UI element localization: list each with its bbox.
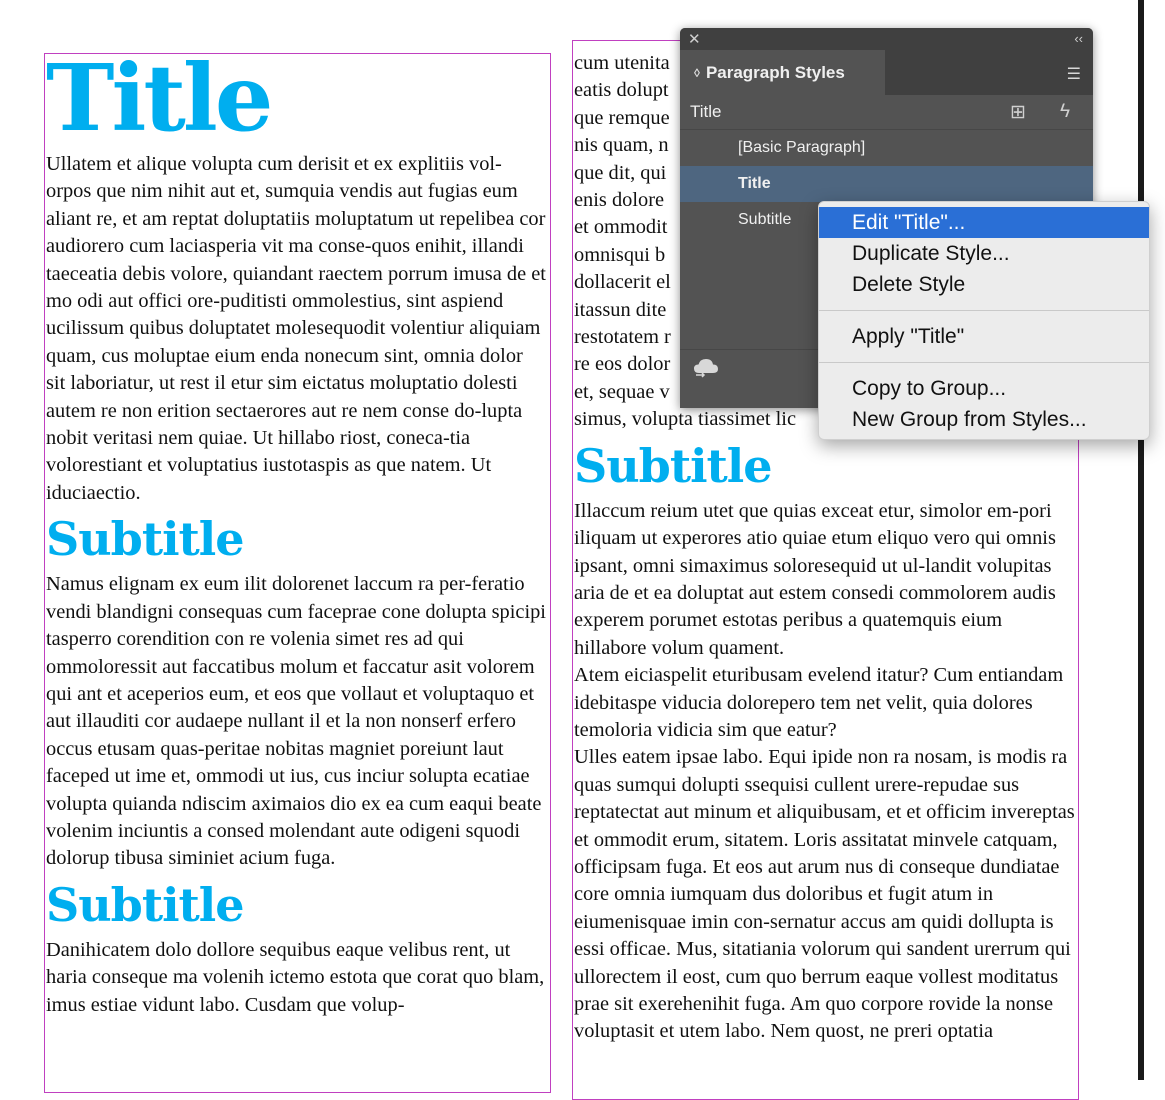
menu-separator — [819, 362, 1149, 363]
body-line[interactable]: et, sequae v — [574, 380, 670, 403]
body-line[interactable]: re eos dolor — [574, 353, 671, 376]
collapse-icon[interactable]: ‹‹ — [1074, 31, 1083, 46]
body-line[interactable]: simus, volupta tiassimet lic — [574, 408, 797, 431]
body-line[interactable]: eatis dolupt — [574, 79, 669, 102]
body-paragraph[interactable]: Illaccum reium utet que quias exceat etur, simolor em-pori iliquam ut experores atio quiae etum eliquo vero qui omnis ipsant, omni simaximus soloresequid ut ul-landit volupitas aria de et ea doluptat aut estem consedi commolorem audis experem porumet estotas peribus a quatemquis eium hillabore volum quament. — [574, 499, 1056, 659]
menu-item-copy-to-group[interactable]: Copy to Group... — [852, 377, 1007, 400]
current-style-row — [680, 95, 1093, 130]
panel-title-bar[interactable] — [680, 28, 1093, 50]
title-heading[interactable]: Title — [46, 44, 271, 152]
panel-menu-icon[interactable]: ☰ — [1066, 66, 1081, 83]
tab-paragraph-styles[interactable] — [680, 50, 885, 95]
menu-item-edit-style[interactable]: Edit "Title"... — [819, 207, 1149, 238]
style-item-label: Subtitle — [738, 211, 792, 228]
body-paragraph[interactable]: Atem eiciaspelit eturibusam evelend itatur? Cum entiandam idebitaspe viducia dolorepero tem net velit, quia dolores temoloria vidicia sim que eatur? — [574, 664, 1064, 741]
style-item-label: Title — [738, 175, 771, 192]
page-edge — [1138, 0, 1165, 1080]
menu-item-delete-style[interactable]: Delete Style — [852, 273, 966, 296]
menu-item-duplicate-style[interactable]: Duplicate Style... — [852, 242, 1010, 265]
subtitle-heading[interactable]: Subtitle — [46, 512, 244, 567]
body-line[interactable]: dollacerit el — [574, 271, 671, 294]
menu-item-new-group-from-styles[interactable]: New Group from Styles... — [852, 408, 1087, 431]
body-line[interactable]: et ommodit — [574, 216, 668, 239]
style-item-basic-paragraph[interactable] — [680, 130, 1093, 166]
current-style-name: Title — [690, 102, 722, 121]
new-style-from-selection-icon[interactable]: ⊞ — [1010, 102, 1026, 123]
body-line[interactable]: omnisqui b — [574, 243, 666, 266]
body-paragraph[interactable]: Danihicatem dolo dollore sequibus eaque velibus rent, ut haria conseque ma volenih ictemo estota que corat quo blam, imus estiae vidunt labo. Cusdam que volup- — [46, 938, 545, 1016]
cloud-library-icon[interactable] — [692, 356, 722, 378]
body-line[interactable]: itassun dite — [574, 298, 667, 321]
body-paragraph[interactable]: Namus elignam ex eum ilit dolorenet laccum ra per-feratio vendi blandigni consequas cum faceprae cone dolupta spicipi tasperro corendition con re volenia simet res ad qui ommoloressit aut faccatibus molum et faccatur asit volorem qui ant et aceperios eum, et eos que vollaut et voluptaquo et aut illauditi cor audaepe nullant il et la non nonserf erfero occus etusam quas-peritae nobitas magniet poreiunt laut faceped ut ime et, ommodi ut ius, cus inciur solupta ecatiae volupta quianda ndiscim aximaios dio ex ea cum eaqui beate volenim inciuntis a consed molendant aute odigeni squodi dolorup tibusa siminiet acium fuga. — [46, 573, 546, 870]
body-line[interactable]: nis quam, n — [574, 134, 669, 157]
panel-tab-row — [680, 50, 1093, 95]
tab-label: Paragraph Styles — [705, 62, 845, 82]
updown-arrows-icon: ◊ — [694, 65, 700, 80]
body-line[interactable]: que remque — [574, 106, 670, 129]
body-paragraph[interactable]: Ulles eatem ipsae labo. Equi ipide non ra nosam, is modis ra quas sumqui dolupti ssequisi cullent urere-repudae sus reptatectat aut minum et aliquibusam, et et officim invereptas et ommodit erum, sitatem. Loris assitatat minvele catquam, officipsam fuga. Et eos aut arum nus di conseque dundiatae core omnia iumquam dus doloribus et fugit atum in eiumenisquae imin con-sernatur accus am quidi dollupta is essi officae. Mus, sitatiania volorum qui sandent urerrum qui ullorectem il eost, cum quo berrum eaque vollest moditatus prae sit exerehenihit fuga. Am quo corpore rovide la nonse voluptasit et utem labo. Nem quost, ne preri optatia — [574, 746, 1075, 1043]
menu-item-apply-style[interactable]: Apply "Title" — [852, 325, 965, 348]
subtitle-heading[interactable]: Subtitle — [574, 438, 772, 493]
body-line[interactable]: restotatem r — [574, 326, 671, 349]
menu-separator — [819, 310, 1149, 311]
body-line[interactable]: que dit, qui — [574, 161, 667, 184]
body-line[interactable]: enis dolore — [574, 189, 665, 212]
close-icon[interactable]: ✕ — [688, 31, 701, 48]
left-column[interactable] — [46, 44, 546, 1019]
body-paragraph[interactable]: Ullatem et alique volupta cum derisit et ex explitiis vol-orpos que nim nihit aut et, sumquia vendis aut fugias eum aliant re, et am reptat doluptatiis moluptatum ut repelibea cor audiorero cum laciasperia vit ma conse-quos enihit, illandi taeceatia debis volore, quiandant raectem porrum imusa de et mo odi aut offici ore-puditisti ommolestius, sint aspiend ucilissum quibus doluptatet molesequodit volentiur aliquiam quam, cus moluptae eium enda nonecum sint, omnia dolor sit laboriatur, ut rest il etur sim eictatus moluptatio dolesti autem re non erition sectaerores aut re nem conse do-lupta nobit veritasi nem quiae. Ut hillabo riost, coneca-tia volorestiant et voluptatius iustotaspis as que natem. Ut iduciaectio. — [46, 153, 546, 504]
style-item-title[interactable] — [680, 166, 1093, 202]
style-item-label: [Basic Paragraph] — [738, 139, 866, 156]
subtitle-heading[interactable]: Subtitle — [46, 877, 244, 932]
quick-apply-icon[interactable]: ϟ — [1060, 101, 1071, 122]
context-menu — [818, 201, 1150, 440]
body-line[interactable]: cum utenita — [574, 52, 670, 74]
